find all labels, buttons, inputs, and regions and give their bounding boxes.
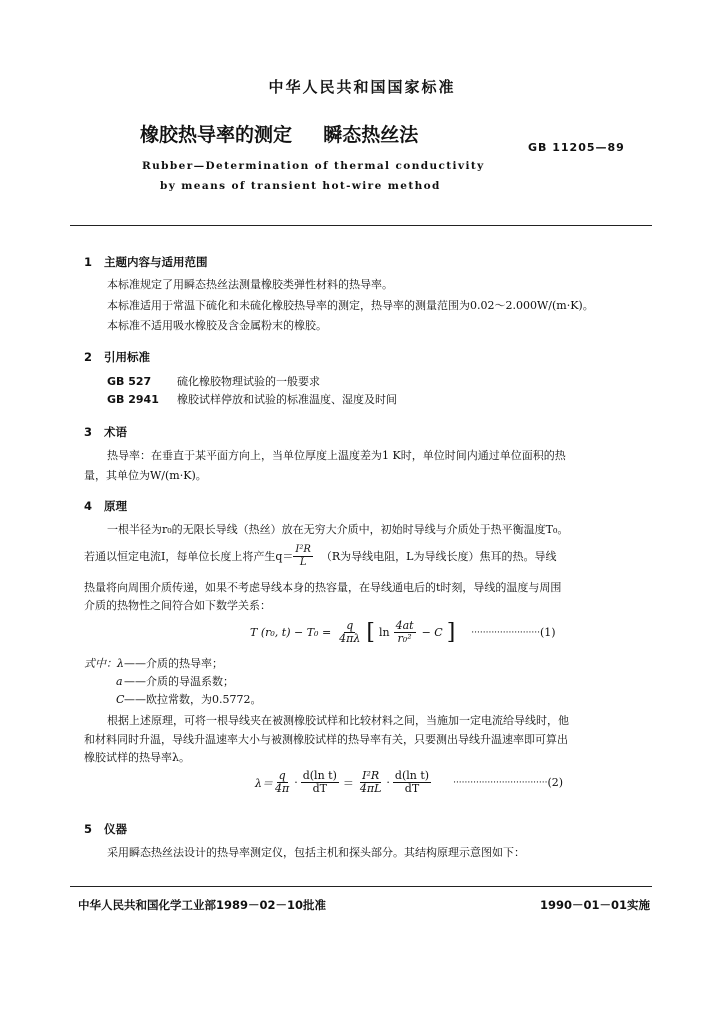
section-4-para-7: 橡胶试样的热导率λ。 [84, 751, 190, 764]
reference-2-code: GB 2941 [107, 393, 159, 406]
section-3-heading: 3 术语 [84, 425, 128, 439]
eq1-number: (1) [539, 626, 556, 639]
equation-1 [250, 620, 556, 645]
implementation-date: 1990－01－01实施 [540, 898, 651, 912]
section-4-para-5: 根据上述原理，可将一根导线夹在被测橡胶试样和比较材料之间，当施加一定电流给导线时，他 [107, 714, 569, 727]
section-4-para-3: 热量将向周围介质传递，如果不考虑导线本身的热容量，在导线通电后的t时刻，导线的温度与周围 [84, 581, 562, 594]
section-1-para-3: 本标准不适用吸水橡胶及含金属粉末的橡胶。 [107, 319, 327, 332]
eq1-minus-c: − C [421, 626, 443, 639]
eq1-leader-dots: ························ [471, 627, 540, 638]
eq1-ln-denominator: r₀² [397, 632, 412, 645]
eq1-lhs: T (r₀, t) − T₀ = [250, 626, 332, 639]
eq2-lhs: λ＝ [255, 776, 273, 790]
section-3-para-1: 热导率：在垂直于某平面方向上，当单位厚度上温度差为1 K时，单位时间内通过单位面积的热 [107, 449, 566, 462]
section-4-para-6: 和材料同时升温，导线升温速率大小与被测橡胶试样的热导率有关，只要测出导线升温速率即可算出 [84, 733, 568, 746]
eq1-right-bracket: ] [446, 619, 456, 645]
eq2-fraction-4: $\frac{\text{d(ln t)}}{dT}$ [394, 769, 430, 795]
where-item-a: a——介质的导温系数； [116, 675, 234, 688]
section-4-heading: 4 原理 [84, 499, 128, 513]
reference-1-code: GB 527 [107, 375, 152, 388]
reference-1 [107, 374, 320, 389]
title-cn-part1: 橡胶热导率的测定 [140, 124, 293, 146]
section-4-para-4: 介质的热物性之间符合如下数学关系： [84, 599, 271, 612]
eq1-ln: ln [378, 626, 390, 639]
eq2-equals: ＝ [342, 776, 354, 790]
eq2-number: (2) [547, 776, 564, 789]
section-1-para-1: 本标准规定了用瞬态热丝法测量橡胶类弹性材料的热导率。 [107, 278, 393, 291]
heat-per-length-fraction [293, 544, 313, 569]
eq2-leader-dots: ································· [453, 777, 548, 788]
section-1-heading: 1 主题内容与适用范围 [84, 255, 208, 269]
eq1-left-bracket: [ [366, 619, 375, 645]
section-4-para-2-end: （R为导线电阻，L为导线长度）焦耳的热。导线 [320, 550, 557, 563]
eq1-denominator: 4πλ [339, 632, 361, 645]
section-5-para-1: 采用瞬态热丝法设计的热导率测定仪，包括主机和探头部分。其结构原理示意图如下： [107, 846, 525, 859]
reference-2 [107, 392, 397, 407]
section-4-para-1: 一根半径为r₀的无限长导线（热丝）放在无穷大介质中，初始时导线与介质处于热平衡温度T₀。 [107, 523, 569, 536]
header-rule [70, 225, 652, 226]
heat-fraction-denominator: L [299, 557, 307, 568]
footer-rule [70, 886, 652, 887]
title-en-line2: by means of transient hot-wire method [160, 180, 441, 192]
section-3-para-2: 量，其单位为W/(m·K)。 [84, 469, 207, 482]
title-cn [140, 120, 418, 147]
section-2-heading: 2 引用标准 [84, 350, 151, 364]
where-item-lambda: 式中：λ——介质的热导率； [84, 657, 223, 670]
equation-2: λ＝ $\frac{q}{4\pi}$ · $\frac{\text{d(ln t)}}{dT}$ ＝ $\frac{\text{I²R}}{4\pi L}$ · $\frac{\text{d(ln t)}}{dT}$ ································· (2) [255, 769, 564, 795]
eq1-ln-fraction [394, 620, 416, 645]
section-5-heading: 5 仪器 [84, 822, 128, 836]
where-item-c: C——欧拉常数，为0.5772。 [116, 693, 262, 706]
reference-1-text: 硫化橡胶物理试验的一般要求 [177, 375, 320, 388]
title-cn-part2: 瞬态热丝法 [323, 124, 419, 146]
issuing-body: 中华人民共和国国家标准 [268, 78, 456, 96]
heat-fraction-numerator: I²R [295, 544, 311, 555]
eq1-numerator: q [346, 619, 354, 632]
reference-2-text: 橡胶试样停放和试验的标准温度、湿度及时间 [177, 393, 397, 406]
section-4-para-2-start: 若通以恒定电流I，每单位长度上将产生q＝ [84, 550, 294, 563]
approval-line: 中华人民共和国化学工业部1989－02－10批准 [78, 898, 327, 912]
eq2-fraction-3: $\frac{\text{I²R}}{4\pi L}$ [359, 769, 382, 795]
section-4-para-2 [84, 544, 556, 569]
eq1-fraction [337, 620, 362, 645]
eq1-ln-numerator: 4at [395, 619, 414, 632]
eq2-fraction-1: $\frac{q}{4\pi}$ [274, 769, 290, 795]
section-1-para-2: 本标准适用于常温下硫化和未硫化橡胶热导率的测定，热导率的测量范围为0.02～2.000W/(m·K)。 [107, 299, 594, 312]
title-en-line1: Rubber—Determination of thermal conductivity [142, 160, 485, 172]
eq2-fraction-2: $\frac{\text{d(ln t)}}{dT}$ [302, 769, 337, 795]
standard-number: GB 11205—89 [528, 141, 625, 154]
